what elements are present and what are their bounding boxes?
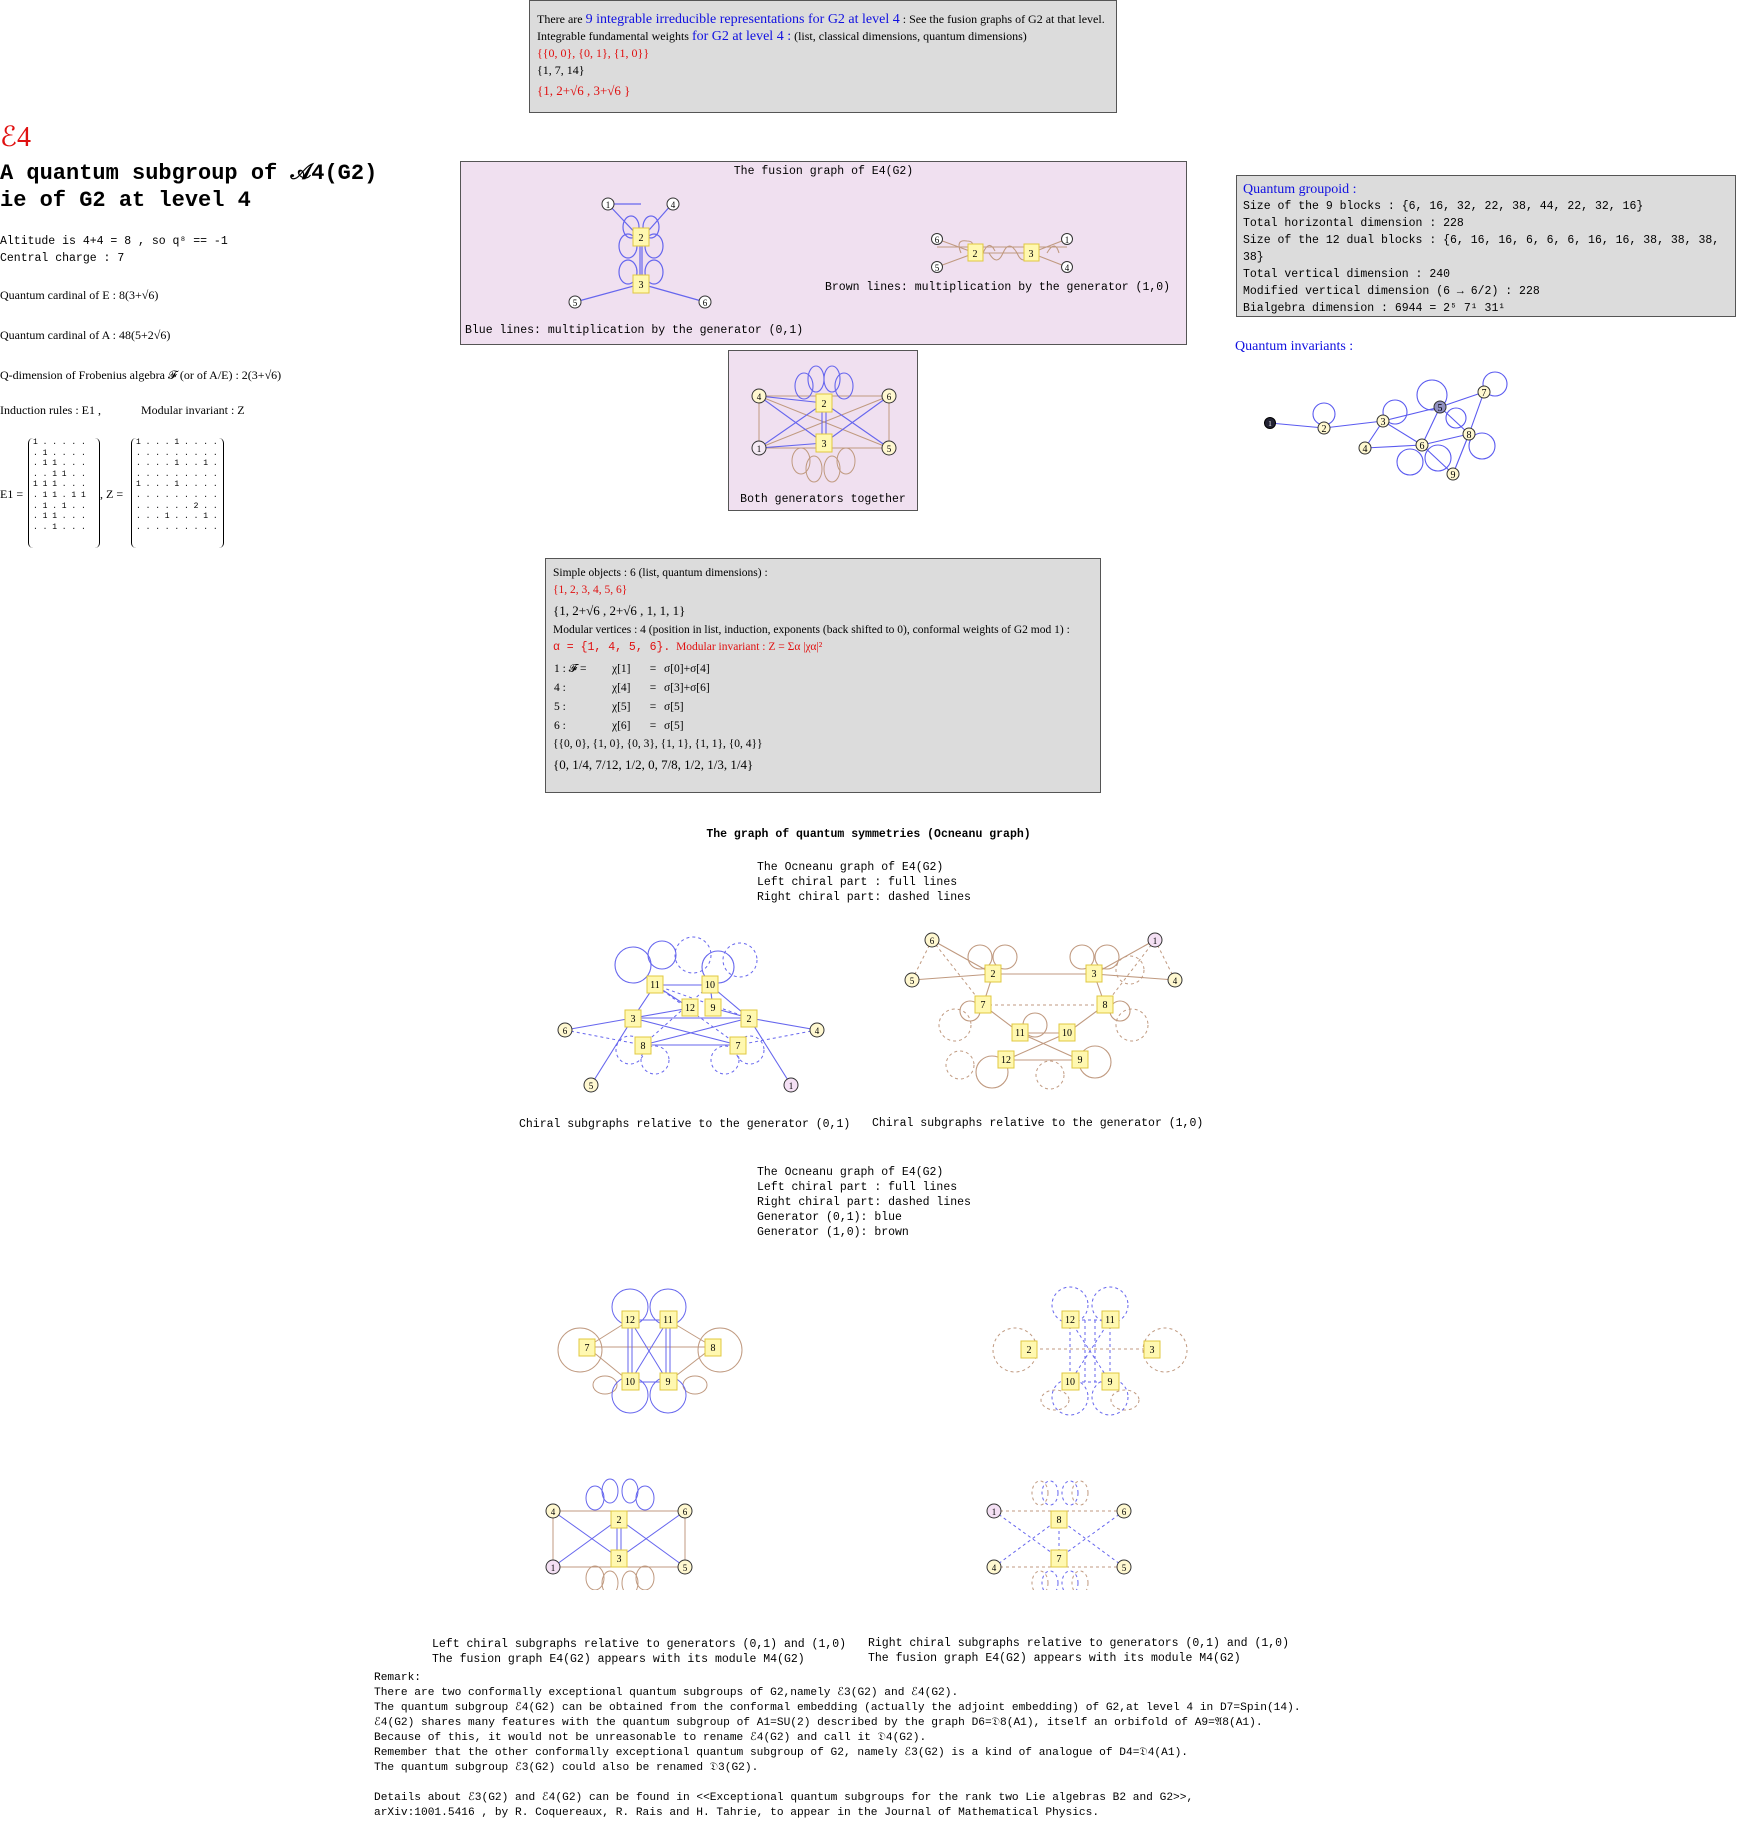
modular-invariant-label: Modular invariant : Z [141, 403, 245, 417]
svg-text:12: 12 [625, 1315, 635, 1326]
e1-matrix-row: . 1 . . . . [33, 448, 86, 458]
quantum-groupoid-box [1236, 175, 1736, 317]
chi-table: 1 : 𝓕 = χ[1] = σ[0]+σ[4] 4 : χ[4] = σ[3]+σ[6] 5 : χ[5] = σ[5] 6 : χ[6] = σ[5] [554, 663, 710, 732]
groupoid-blocks: Size of the 9 blocks : {6, 16, 32, 22, 38, 44, 22, 32, 16} [1243, 200, 1644, 213]
ocneanu-block1 [757, 860, 971, 905]
svg-text:6: 6 [1419, 441, 1425, 452]
svg-text:4: 4 [1172, 976, 1178, 986]
svg-text:5: 5 [886, 444, 892, 454]
e1-matrix-rows [33, 438, 95, 533]
svg-text:5: 5 [572, 298, 578, 308]
induction-rules: Induction rules : E1 , [0, 403, 101, 417]
svg-text:12: 12 [1001, 1055, 1011, 1066]
svg-text:3: 3 [1149, 1345, 1155, 1356]
remark-line-6: The quantum subgroup ℰ3(G2) could also be renamed 𝔇3(G2). [374, 1762, 759, 1774]
svg-text:3: 3 [821, 439, 827, 450]
svg-text:4: 4 [1362, 444, 1368, 455]
groupoid-horizontal: Total horizontal dimension : 228 [1243, 217, 1464, 230]
svg-text:1: 1 [550, 1563, 556, 1573]
e1-matrix-row: . 1 1 . . . [33, 459, 86, 469]
z-matrix-row: 1 . . . 1 . . . . [136, 438, 218, 447]
svg-text:3: 3 [1091, 969, 1097, 980]
ocneanu-block1-line3: Right chiral part: dashed lines [757, 891, 971, 904]
svg-text:9: 9 [1450, 470, 1456, 481]
conformal-weights: {0, 1/4, 7/12, 1/2, 0, 7/8, 1/2, 1/3, 1/4} [553, 757, 754, 772]
cardinal-e: Quantum cardinal of E : 8(3+√6) [0, 288, 159, 302]
svg-text:4: 4 [1064, 263, 1070, 273]
heading-line-1: A quantum subgroup of 𝒜4(G2) [0, 161, 378, 186]
ocneanu-block2-line1: The Ocneanu graph of E4(G2) [757, 1166, 944, 1179]
right-module-subgraph [985, 1455, 1145, 1590]
svg-text:1: 1 [1064, 235, 1070, 245]
svg-text:6: 6 [886, 392, 892, 402]
quantum-invariants-graph [1260, 370, 1520, 485]
integrable-reps-box [529, 0, 1117, 113]
ocneanu-block1-line1: The Ocneanu graph of E4(G2) [757, 861, 944, 874]
svg-text:8: 8 [1102, 1000, 1108, 1011]
svg-text:5: 5 [588, 1081, 594, 1091]
groupoid-title[interactable]: Quantum groupoid : [1243, 182, 1357, 197]
blue-caption: Blue lines: multiplication by the generator (0,1) [465, 324, 804, 337]
ocneanu-block2-line4: Generator (0,1): blue [757, 1211, 902, 1224]
e1-matrix-row: . 1 . 1 . . [33, 501, 86, 511]
right-subgraph-caption-1: Right chiral subgraphs relative to generators (0,1) and (1,0) [868, 1637, 1289, 1650]
left-subgraph-caption-1: Left chiral subgraphs relative to generators (0,1) and (1,0) [432, 1638, 847, 1651]
chiral-caption-right: Chiral subgraphs relative to the generator (1,0) [872, 1117, 1204, 1130]
modular-vertices-text: Modular vertices : 4 (position in list, induction, exponents (back shifted to 0), conformal weights of G2 mod 1) : [553, 624, 1070, 636]
svg-text:2: 2 [1321, 424, 1327, 435]
remark-line-2: The quantum subgroup ℰ4(G2) can be obtained from the conformal embedding (actually the adjoint embedding) of G2,at level 4 in D7=Spin(14). [374, 1702, 1301, 1714]
quantum-dims: {1, 2+√6 , 3+√6 } [537, 83, 631, 98]
groupoid-dual-blocks: Size of the 12 dual blocks : {6, 16, 16, 6, 6, 6, 16, 16, 38, 38, 38, 38} [1243, 234, 1720, 264]
remark-line-3: ℰ4(G2) shares many features with the quantum subgroup of A1=SU(2) described by the graph D6=𝔇8(A1), itself an orbifold of A9=𝔄8(A1). [374, 1717, 1263, 1729]
svg-text:10: 10 [1065, 1377, 1075, 1388]
remark-line-4: Because of this, it would not be unreasonable to rename ℰ4(G2) and call it 𝔇4(G2). [374, 1732, 927, 1744]
ocneanu-block2 [757, 1165, 971, 1240]
z-matrix-row: . . . . 1 . . 1 . [136, 459, 218, 469]
svg-text:2: 2 [990, 969, 996, 980]
chiral-graph-right [900, 925, 1190, 1095]
svg-text:3: 3 [616, 1554, 622, 1565]
left-subgraph-caption [432, 1637, 846, 1667]
remark-line-7: Details about ℰ3(G2) and ℰ4(G2) can be found in <<Exceptional quantum subgroups for the rank two Lie algebras B2 and G2>>, [374, 1792, 1194, 1804]
svg-text:6: 6 [1121, 1507, 1127, 1517]
fusion-graph-svg [461, 162, 1188, 346]
z-matrix-row: . . . . . . 2 . . [136, 501, 218, 511]
alpha-set: α = {1, 4, 5, 6}. [553, 641, 671, 654]
svg-text:7: 7 [584, 1343, 590, 1354]
svg-text:3: 3 [638, 280, 644, 291]
svg-text:11: 11 [650, 980, 660, 991]
ocneanu-block2-line2: Left chiral part : full lines [757, 1181, 958, 1194]
svg-text:3: 3 [630, 1014, 636, 1025]
left-module-graph [550, 1285, 750, 1420]
e1-matrix-row: 1 1 1 . . . [33, 480, 86, 490]
svg-text:12: 12 [685, 1003, 695, 1014]
svg-text:9: 9 [1107, 1377, 1113, 1388]
svg-text:11: 11 [1015, 1028, 1025, 1039]
svg-text:6: 6 [562, 1026, 568, 1036]
e1-label: E1 = [0, 487, 24, 501]
e1-matrix-row: 1 . . . . . [33, 438, 86, 447]
svg-text:2: 2 [821, 399, 827, 410]
svg-text:7: 7 [1056, 1554, 1062, 1565]
z-matrix-row: . . . . . . . . . [136, 448, 218, 458]
both-graph-svg [729, 351, 919, 491]
groupoid-modified: Modified vertical dimension (6 → 6/2) : 228 [1243, 285, 1540, 298]
remark-block [374, 1671, 1301, 1821]
both-caption: Both generators together [740, 493, 906, 506]
svg-text:8: 8 [1466, 430, 1472, 441]
svg-text:9: 9 [1077, 1055, 1083, 1066]
svg-text:2: 2 [972, 249, 978, 260]
page-heading [0, 160, 377, 214]
remark-line-5: Remember that the other conformally exceptional quantum subgroup of G2, namely ℰ3(G2) is a kind of analogue of D4=𝔇4(A1). [374, 1747, 1188, 1759]
both-generators-box [728, 350, 918, 511]
altitude-text: Altitude is 4+4 = 8 , so q⁸ == -1 [0, 235, 228, 248]
quantum-invariants-link[interactable]: Quantum invariants : [1235, 339, 1354, 354]
svg-text:5: 5 [1121, 1563, 1127, 1573]
e1-matrix-row: . 1 1 . 1 1 [33, 490, 86, 500]
ocneanu-block1-line2: Left chiral part : full lines [757, 876, 958, 889]
reps-text-a: There are [537, 12, 586, 26]
svg-text:5: 5 [682, 1563, 688, 1573]
svg-text:12: 12 [1065, 1315, 1075, 1326]
qdim-frobenius: Q-dimension of Frobenius algebra 𝓕 (or of A/E) : 2(3+√6) [0, 368, 282, 382]
ocneanu-block2-line3: Right chiral part: dashed lines [757, 1196, 971, 1209]
central-charge-text: Central charge : 7 [0, 252, 125, 265]
z-matrix-row: . . . . . . . . . [136, 490, 218, 500]
altitude-info [0, 233, 228, 267]
remark-title: Remark: [374, 1672, 421, 1684]
svg-text:4: 4 [756, 392, 762, 402]
svg-text:5: 5 [1437, 403, 1443, 414]
svg-text:6: 6 [682, 1507, 688, 1517]
classical-dims: {1, 7, 14} [537, 63, 585, 77]
ocneanu-section-title: The graph of quantum symmetries (Ocneanu graph) [706, 828, 1031, 841]
groupoid-bialgebra: Bialgebra dimension : 6944 = 2⁵ 7¹ 31¹ [1243, 302, 1506, 315]
fusion-graph-box [460, 161, 1187, 345]
svg-text:7: 7 [1481, 388, 1487, 399]
weights-link[interactable]: for G2 at level 4 : [691, 29, 792, 44]
svg-text:10: 10 [1062, 1028, 1072, 1039]
z-matrix-row: 1 . . . 1 . . . . [136, 480, 218, 490]
fusion-title: The fusion graph of E4(G2) [733, 165, 914, 178]
svg-text:3: 3 [1028, 249, 1034, 260]
remark-line-8: arXiv:1001.5416 , by R. Coquereaux, R. Rais and H. Tahrie, to appear in the Journal of Mathematical Physics. [374, 1807, 1100, 1819]
svg-text:2: 2 [746, 1014, 752, 1025]
e1-matrix-row: . . 1 1 . . [33, 469, 86, 479]
left-fusion-subgraph [540, 1455, 700, 1590]
svg-text:10: 10 [625, 1377, 635, 1388]
svg-text:1: 1 [756, 444, 762, 454]
simple-objects-title: Simple objects : 6 (list, quantum dimensions) : [553, 567, 768, 579]
groupoid-vertical: Total vertical dimension : 240 [1243, 268, 1451, 281]
svg-text:1: 1 [605, 200, 611, 210]
svg-text:2: 2 [638, 233, 644, 244]
svg-text:7: 7 [735, 1041, 741, 1052]
svg-text:4: 4 [550, 1507, 556, 1517]
modular-invariant-formula: Modular invariant : Z = Σα |χα|² [676, 641, 823, 653]
heading-line-2: ie of G2 at level 4 [0, 188, 251, 213]
svg-text:7: 7 [980, 1000, 986, 1011]
reps-text-c: : See the fusion graphs of G2 at that level. [899, 12, 1105, 26]
svg-text:11: 11 [663, 1315, 673, 1326]
z-matrix-row: . . . 1 . . . 1 . [136, 512, 218, 522]
cardinal-a: Quantum cardinal of A : 48(5+2√6) [0, 328, 171, 342]
svg-text:6: 6 [934, 235, 940, 245]
svg-text:5: 5 [934, 263, 940, 273]
svg-text:6: 6 [929, 936, 935, 946]
ocneanu-block2-line5: Generator (1,0): brown [757, 1226, 909, 1239]
simple-objects-list: {1, 2, 3, 4, 5, 6} [553, 584, 628, 596]
svg-text:10: 10 [705, 980, 715, 991]
svg-text:8: 8 [1056, 1515, 1062, 1526]
chiral-caption-left: Chiral subgraphs relative to the generator (0,1) [519, 1118, 851, 1131]
svg-text:8: 8 [710, 1343, 716, 1354]
svg-text:1: 1 [1268, 420, 1272, 428]
svg-text:5: 5 [909, 976, 915, 986]
svg-text:2: 2 [1026, 1345, 1032, 1356]
simple-objects-qdims: {1, 2+√6 , 2+√6 , 1, 1, 1} [553, 603, 686, 618]
chiral-graph-left [550, 925, 830, 1095]
svg-text:1: 1 [991, 1507, 997, 1517]
svg-text:11: 11 [1105, 1315, 1115, 1326]
e1-matrix-row: . . 1 . . . [33, 522, 86, 532]
weights-text-c: (list, classical dimensions, quantum dimensions) [791, 29, 1027, 43]
weights-list: {{0, 0}, {0, 1}, {1, 0}} [537, 46, 650, 60]
right-subgraph-caption-2: The fusion graph E4(G2) appears with its module M4(G2) [868, 1652, 1241, 1665]
z-matrix-row: . . . . . . . . . [136, 469, 218, 479]
brown-caption: Brown lines: multiplication by the generator (1,0) [825, 281, 1171, 294]
e1-matrix [28, 438, 100, 548]
right-module-graph [985, 1285, 1195, 1420]
left-subgraph-caption-2: The fusion graph E4(G2) appears with its module M4(G2) [432, 1653, 805, 1666]
svg-text:2: 2 [616, 1515, 622, 1526]
reps-link[interactable]: 9 integrable irreducible representations for G2 at level 4 [585, 12, 900, 27]
svg-text:4: 4 [670, 200, 676, 210]
e1-matrix-row: . 1 1 . . . [33, 512, 86, 522]
right-subgraph-caption [868, 1636, 1289, 1666]
z-matrix [131, 438, 224, 548]
svg-text:1: 1 [788, 1081, 794, 1091]
weights-text-a: Integrable fundamental weights [537, 29, 692, 43]
svg-text:9: 9 [665, 1377, 671, 1388]
svg-text:3: 3 [1380, 417, 1386, 428]
z-matrix-rows [136, 438, 219, 533]
z-matrix-row: . . . . . . . . . [136, 522, 218, 532]
svg-text:8: 8 [640, 1041, 646, 1052]
remark-line-1: There are two conformally exceptional quantum subgroups of G2,namely ℰ3(G2) and ℰ4(G2). [374, 1687, 959, 1699]
svg-text:6: 6 [702, 298, 708, 308]
z-label: , Z = [100, 487, 124, 501]
e4-symbol: ℰ4 [0, 122, 31, 153]
svg-text:4: 4 [991, 1563, 997, 1573]
svg-text:4: 4 [814, 1026, 820, 1036]
exponents-list: {{0, 0}, {1, 0}, {0, 3}, {1, 1}, {1, 1}, {0, 4}} [553, 738, 763, 750]
svg-text:1: 1 [1152, 936, 1158, 946]
svg-text:9: 9 [710, 1003, 716, 1014]
simple-objects-box [545, 558, 1101, 793]
